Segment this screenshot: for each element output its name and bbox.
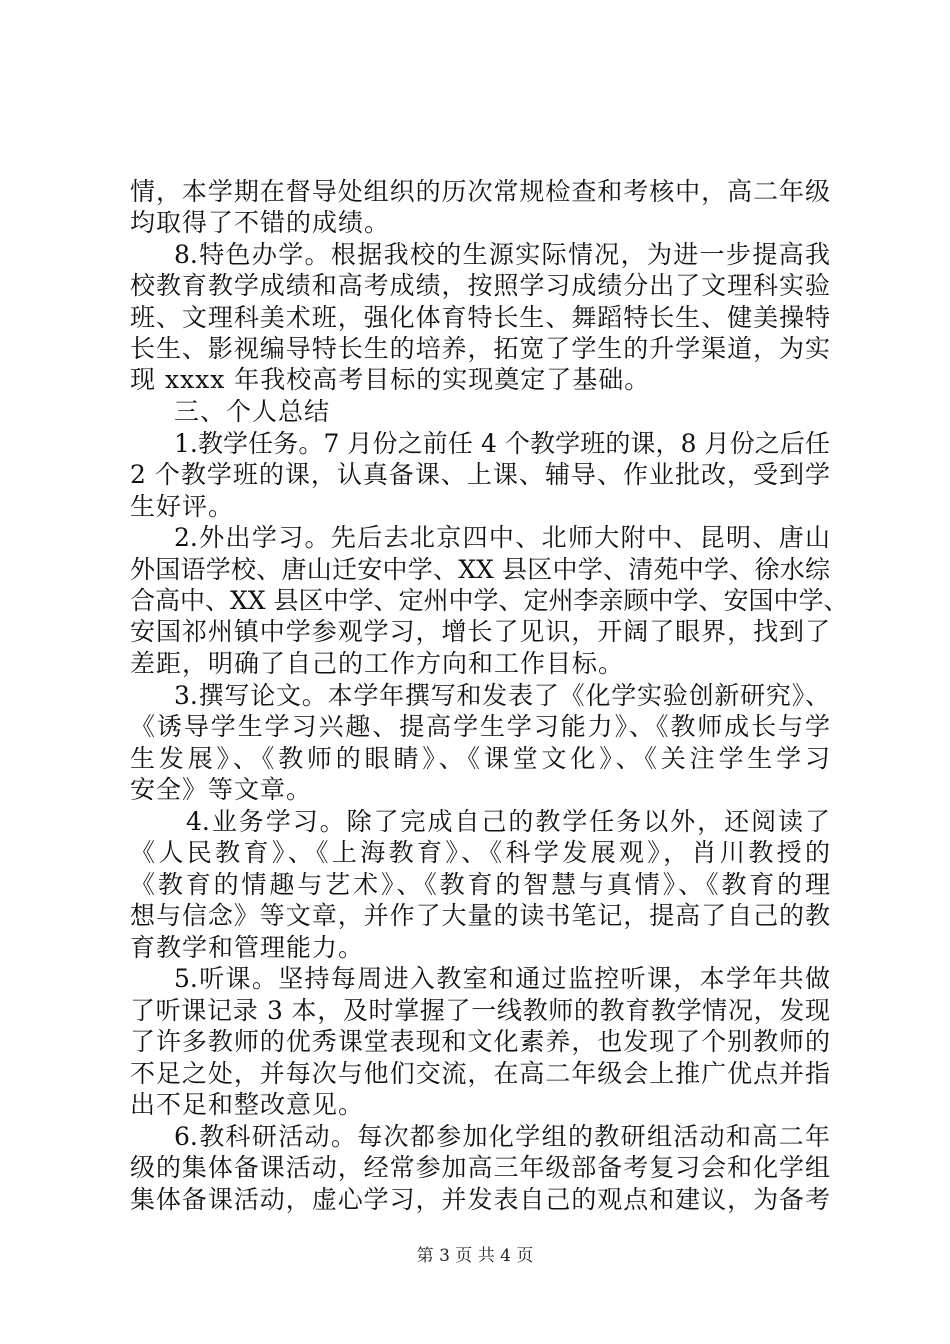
body-line: 8.特色办学。根据我校的生源实际情况，为进一步提高我 [174,240,830,269]
page-footer: 第 3 页 共 4 页 [416,1246,534,1266]
body-line: 2.外出学习。先后去北京四中、北师大附中、昆明、唐山 [174,523,830,552]
body-line: 2 个教学班的课，认真备课、上课、辅导、作业批改，受到学 [130,460,830,489]
body-line: 4.业务学习。除了完成自己的教学任务以外，还阅读了 [186,807,830,836]
body-line: 《人民教育》、《上海教育》、《科学发展观》，肖川教授的 [130,838,830,867]
body-line: 均取得了不错的成绩。 [130,208,391,237]
body-line: 生好评。 [130,492,235,521]
body-line: 3.撰写论文。本学年撰写和发表了《化学实验创新研究》、 [174,681,830,710]
body-line: 级的集体备课活动，经常参加高三年级部备考复习会和化学组 [130,1153,830,1182]
body-line: 校教育教学成绩和高考成绩，按照学习成绩分出了文理科实验 [130,271,830,300]
body-line: 不足之处，并每次与他们交流，在高二年级会上推广优点并指 [130,1059,830,1088]
body-line: 班、文理科美术班，强化体育特长生、舞蹈特长生、健美操特 [130,303,830,332]
body-line: 《诱导学生学习兴趣、提高学生学习能力》、《教师成长与学 [130,712,830,741]
body-line: 安全》等文章。 [130,775,313,804]
body-line: 5.听课。坚持每周进入教室和通过监控听课，本学年共做 [174,964,830,993]
body-line: 《教育的情趣与艺术》、《教育的智慧与真情》、《教育的理 [130,870,830,899]
body-line: 现 xxxx 年我校高考目标的实现奠定了基础。 [130,365,651,394]
body-line: 外国语学校、唐山迁安中学、XX 县区中学、清苑中学、徐水综 [130,555,830,584]
body-line: 了听课记录 3 本，及时掌握了一线教师的教育教学情况，发现 [130,996,830,1025]
body-line: 育教学和管理能力。 [130,933,365,962]
body-line: 长生、影视编导特长生的培养，拓宽了学生的升学渠道，为实 [130,334,830,363]
section-heading: 三、个人总结 [174,397,331,426]
body-line: 差距，明确了自己的工作方向和工作目标。 [130,649,625,678]
body-line: 出不足和整改意见。 [130,1090,365,1119]
body-line: 1.教学任务。7 月份之前任 4 个教学班的课，8 月份之后任 [174,429,830,458]
body-line: 情，本学期在督导处组织的历次常规检查和考核中，高二年级 [130,177,830,206]
body-line: 生发展》、《教师的眼睛》、《课堂文化》、《关注学生学习 [130,744,830,773]
body-line: 6.教科研活动。每次都参加化学组的教研组活动和高二年 [174,1122,830,1151]
body-line: 想与信念》等文章，并作了大量的读书笔记，提高了自己的教 [130,901,830,930]
body-line: 了许多教师的优秀课堂表现和文化素养，也发现了个别教师的 [130,1027,830,1056]
body-line: 集体备课活动，虚心学习，并发表自己的观点和建议，为备考 [130,1185,830,1214]
body-line: 合高中、XX 县区中学、定州中学、定州李亲顾中学、安国中学、 [130,586,849,615]
body-line: 安国祁州镇中学参观学习，增长了见识，开阔了眼界，找到了 [130,617,830,646]
